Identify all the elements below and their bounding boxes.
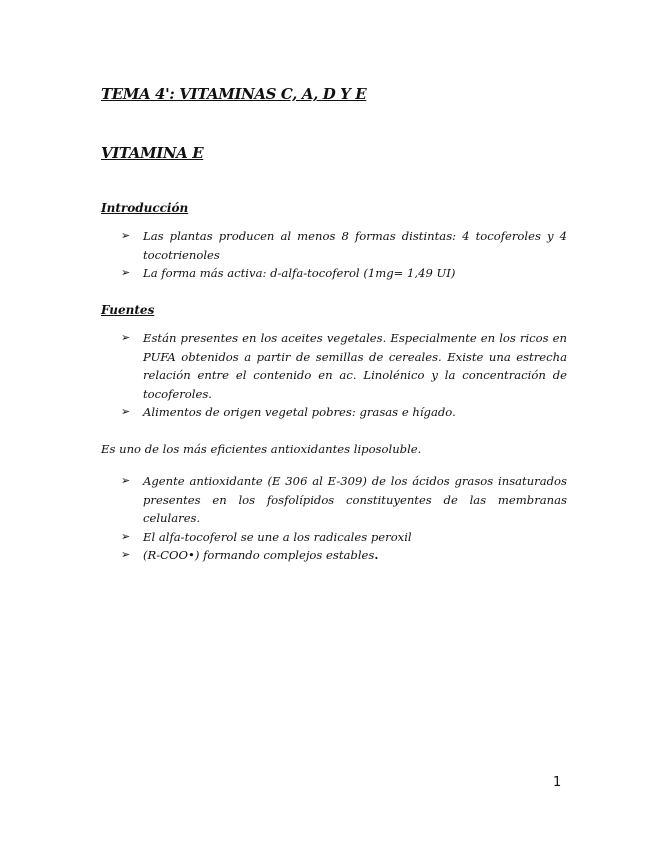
list-item — [121, 403, 567, 422]
arrow-bullet-icon: ➢ — [121, 331, 131, 344]
list-item-text: Las plantas producen al menos 8 formas distintas: 4 tocoferoles y 4 tocotrienoles — [143, 229, 567, 262]
list-item — [121, 546, 567, 565]
list-item-text: El alfa-tocoferol se une a los radicales peroxil — [143, 529, 412, 544]
arrow-bullet-icon: ➢ — [121, 548, 131, 561]
list-item — [121, 329, 567, 403]
section-heading-fuentes: Fuentes — [101, 303, 155, 317]
list-item-text: (R-COO•) formando complejos estables — [143, 548, 375, 562]
fuentes-list — [121, 329, 567, 422]
arrow-bullet-icon: ➢ — [121, 474, 131, 487]
arrow-bullet-icon: ➢ — [121, 229, 131, 242]
arrow-bullet-icon: ➢ — [121, 529, 131, 543]
list-item — [121, 472, 567, 528]
list-item-text: Están presentes en los aceites vegetales. Especialmente en los ricos en PUFA obtenidos a partir de semillas de cereales. Existe una estrecha relación entre el contenido en ac. Linolénico y la concentración de tocoferoles. — [143, 331, 567, 401]
section-heading-introduccion: Introducción — [101, 201, 189, 215]
arrow-bullet-icon: ➢ — [121, 266, 131, 279]
list-item-text: Agente antioxidante (E 306 al E-309) de los ácidos grasos insaturados presentes en los fosfolípidos constituyentes de las membranas celulares. — [143, 474, 567, 525]
antioxidant-list — [121, 472, 567, 565]
final-period: . — [374, 548, 379, 562]
list-item — [121, 227, 567, 264]
document-title: TEMA 4': VITAMINAS C, A, D Y E — [101, 85, 367, 103]
list-item — [121, 528, 567, 547]
antioxidant-paragraph: Es uno de los más eficientes antioxidantes liposoluble. — [101, 442, 422, 456]
introduccion-list — [121, 227, 567, 283]
list-item-text: Alimentos de origen vegetal pobres: grasas e hígado. — [143, 405, 456, 419]
list-item — [121, 264, 567, 283]
document-subtitle: VITAMINA E — [101, 144, 204, 162]
page-number: 1 — [553, 775, 562, 790]
list-item-text: La forma más activa: d-alfa-tocoferol (1mg= 1,49 UI) — [143, 266, 456, 280]
arrow-bullet-icon: ➢ — [121, 405, 131, 418]
